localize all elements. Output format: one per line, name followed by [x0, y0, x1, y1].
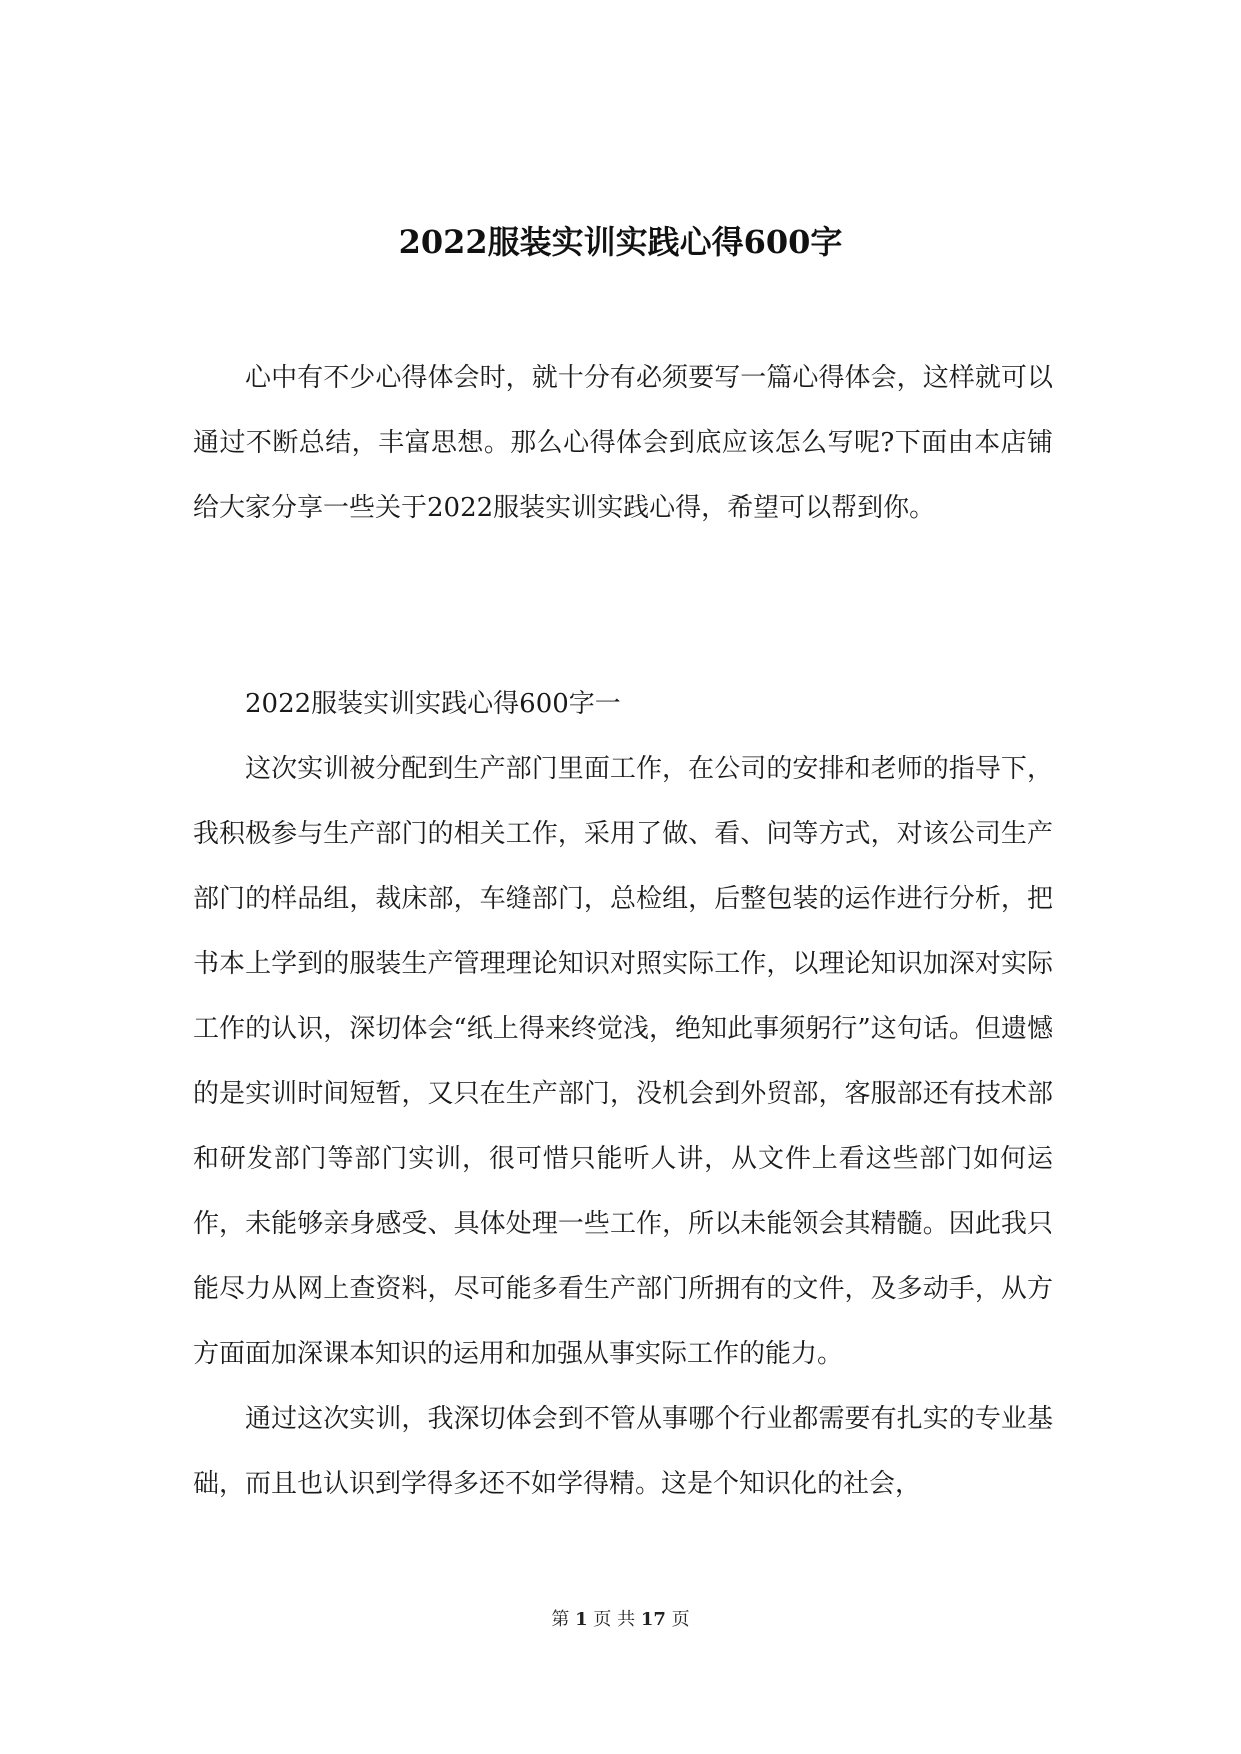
intro-paragraph: 心中有不少心得体会时，就十分有必须要写一篇心得体会，这样就可以通过不断总结，丰富思想。那么心得体会到底应该怎么写呢?下面由本店铺给大家分享一些关于2022服装实训实践心得，希望可以帮到你。: [193, 363, 1053, 523]
body-paragraph-1: 这次实训被分配到生产部门里面工作，在公司的安排和老师的指导下，我积极参与生产部门的相关工作，采用了做、看、问等方式，对该公司生产部门的样品组，裁床部，车缝部门，总检组，后整包装的运作进行分析，把书本上学到的服装生产管理理论知识对照实际工作，以理论知识加深对实际工作的认识，深切体会“纸上得来终觉浅，绝知此事须躬行”这句话。但遗憾的是实训时间短暂，又只在生产部门，没机会到外贸部，客服部还有技术部和研发部门等部门实训，很可惜只能听人讲，从文件上看这些部门如何运作，未能够亲身感受、具体处理一些工作，所以未能领会其精髓。因此我只能尽力从网上查资料，尽可能多看生产部门所拥有的文件，及多动手，从方方面面加深课本知识的运用和加强从事实际工作的能力。: [193, 754, 1053, 1369]
footer-middle: 页 共: [593, 1609, 636, 1630]
intro-block: [193, 346, 1053, 541]
footer-total-pages: 17: [640, 1609, 666, 1630]
footer-current-page: 1: [575, 1609, 588, 1630]
footer-prefix: 第: [551, 1609, 570, 1630]
page-footer: [0, 1608, 1241, 1632]
document-title: 2022服装实训实践心得600字: [398, 223, 843, 261]
body-paragraph-2: 通过这次实训，我深切体会到不管从事哪个行业都需要有扎实的专业基础，而且也认识到学得多还不如学得精。这是个知识化的社会，: [193, 1404, 1053, 1499]
section-block: [193, 672, 1053, 1517]
footer-suffix: 页: [671, 1609, 690, 1630]
section-heading: 2022服装实训实践心得600字一: [245, 689, 621, 719]
